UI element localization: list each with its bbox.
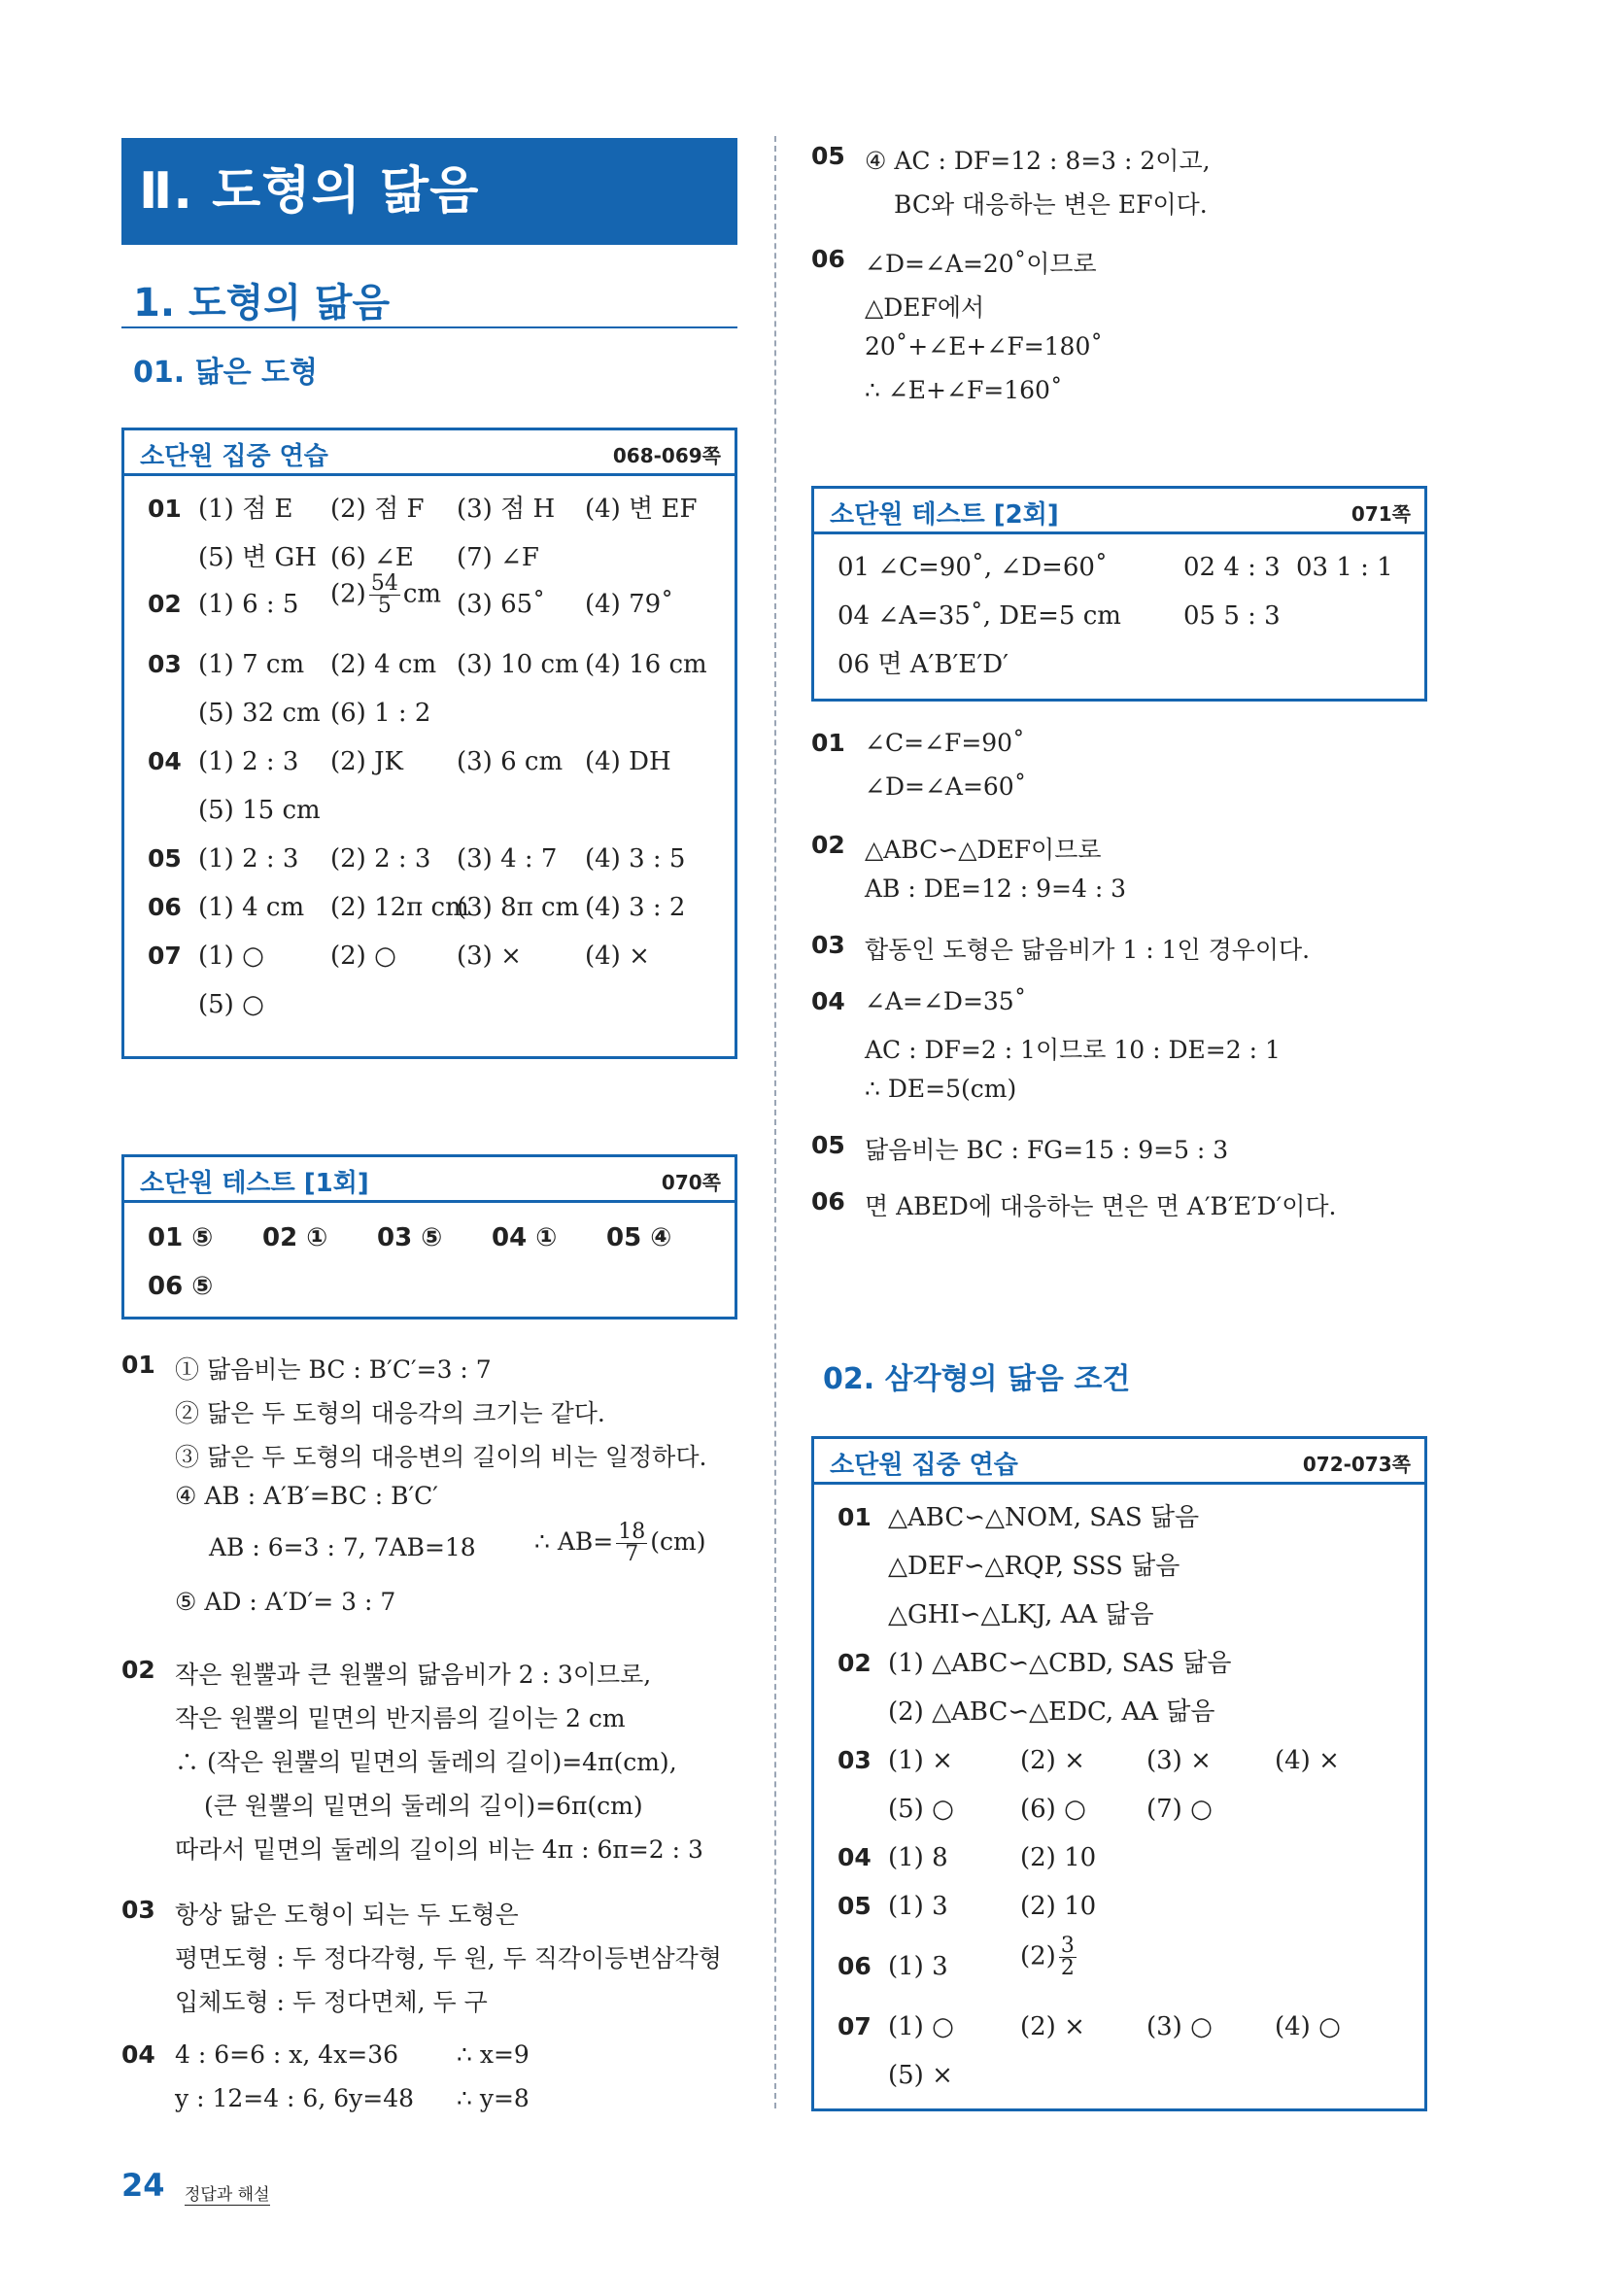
solution-number: 06	[811, 245, 845, 273]
solution-line: 20˚+∠E+∠F=180˚	[865, 332, 1103, 360]
solution-line: y : 12=4 : 6, 6y=48	[175, 2084, 415, 2112]
answer-item: 03 1 : 1	[1296, 553, 1393, 582]
answer-item: 06 ⑤	[148, 1272, 214, 1301]
answer-item: (1) 7 cm	[198, 650, 305, 679]
solution-number: 03	[811, 931, 845, 959]
solution-line: 입체도형 : 두 정다면체, 두 구	[175, 1988, 488, 2016]
answer-item: (6) ∠E	[330, 543, 414, 572]
solution-line: 작은 원뿔의 밑면의 반지름의 길이는 2 cm	[175, 1704, 626, 1732]
answer-row	[814, 1934, 1424, 1986]
solution-line: △DEF에서	[865, 293, 985, 322]
item-number: 07	[148, 942, 182, 970]
solution-line: ∠C=∠F=90˚	[865, 729, 1025, 757]
solution-number: 05	[811, 142, 845, 170]
box-page-ref: 072-073쪽	[1302, 1453, 1411, 1476]
fraction	[369, 573, 400, 617]
box-title: 소단원 테스트 [1회]	[140, 1169, 369, 1198]
answer-row	[814, 1498, 1424, 1537]
item-number: 03	[148, 650, 182, 678]
item-number: 05	[838, 1892, 872, 1920]
solution-line: ④ AC : DF=12 : 8=3 : 2이고,	[865, 147, 1211, 175]
answer-row	[814, 2056, 1424, 2095]
solution-number: 02	[121, 1656, 155, 1684]
solution-line: ∴ y=8	[457, 2084, 530, 2112]
answer-item: 05 ④	[606, 1223, 672, 1252]
answer-box-070	[121, 1154, 737, 1319]
solution-line: ∴ DE=5(cm)	[865, 1075, 1017, 1103]
solution-line: ① 닮음비는 BC : B′C′=3 : 7	[175, 1355, 492, 1384]
answer-item: 04 ∠A=35˚, DE=5 cm	[838, 601, 1121, 631]
solution-line: ④ AB : A′B′=BC : B′C′	[175, 1482, 438, 1510]
box-page-ref: 071쪽	[1351, 502, 1411, 526]
answer-item: 02 ①	[262, 1223, 328, 1252]
answer-item: (3) 4 : 7	[457, 844, 558, 874]
answer-item: (4) 3 : 2	[585, 893, 686, 922]
answer-row	[124, 1218, 735, 1257]
answer-item: (1) 2 : 3	[198, 844, 299, 874]
solution-number: 04	[121, 2040, 155, 2069]
fraction-numerator: 3	[1060, 1934, 1075, 1958]
fraction-denominator: 2	[1060, 1956, 1075, 1980]
answer-item: (2) 2 : 3	[330, 844, 431, 874]
answer-item: (4) ×	[1275, 1746, 1340, 1775]
solution-line: 평면도형 : 두 정다각형, 두 원, 두 직각이등변삼각형	[175, 1944, 722, 1972]
solution-line: 면 ABED에 대응하는 면은 면 A′B′E′D′이다.	[865, 1192, 1337, 1220]
answer-item: (1) 4 cm	[198, 893, 305, 922]
box-page-ref: 068-069쪽	[612, 444, 721, 467]
answer-row	[814, 1595, 1424, 1634]
item-number: 06	[148, 893, 182, 921]
solution-number: 01	[121, 1351, 155, 1379]
answer-item: (2) 점 F	[330, 495, 425, 524]
solution-line: AC : DF=2 : 1이므로 10 : DE=2 : 1	[865, 1036, 1281, 1064]
answer-item: (4) ×	[585, 942, 650, 971]
solution-line: ∴ ∠E+∠F=160˚	[865, 376, 1063, 404]
answer-item: (6) 1 : 2	[330, 699, 431, 728]
solution-line: 작은 원뿔과 큰 원뿔의 닮음비가 2 : 3이므로,	[175, 1661, 652, 1689]
answer-item: (2) ○	[330, 942, 396, 971]
answer-row	[124, 645, 735, 684]
item-number: 07	[838, 2012, 872, 2040]
answer-item: 01 ∠C=90˚, ∠D=60˚	[838, 553, 1108, 582]
answer-item: (7) ∠F	[457, 543, 539, 572]
answer-text: (2)	[1020, 1941, 1056, 1971]
solution-line: ∴ x=9	[457, 2040, 530, 2069]
item-number: 05	[148, 844, 182, 873]
answer-item: (4) 16 cm	[585, 650, 707, 679]
answer-item: 02 4 : 3	[1183, 553, 1281, 582]
fraction-numerator: 18	[618, 1520, 646, 1544]
answer-item: (5) ○	[888, 1795, 954, 1824]
page-number: 24	[121, 2167, 165, 2204]
answer-item: △DEF∽△RQP, SSS 닮음	[888, 1552, 1180, 1581]
answer-row	[814, 1547, 1424, 1586]
section-rule	[121, 326, 737, 328]
answer-item: (1) ○	[888, 2012, 954, 2041]
solution-line: (큰 원뿔의 밑면의 둘레의 길이)=6π(cm)	[204, 1792, 643, 1820]
unit: (cm)	[650, 1527, 706, 1556]
answer-item: (3) 10 cm	[457, 650, 579, 679]
item-number: 02	[148, 590, 182, 618]
solution-line: 닮음비는 BC : FG=15 : 9=5 : 3	[865, 1136, 1229, 1164]
answer-row	[814, 1887, 1424, 1926]
answer-row	[814, 1693, 1424, 1731]
answer-item: (1) ×	[888, 1746, 953, 1775]
answer-item	[330, 573, 441, 617]
solution-number: 06	[811, 1187, 845, 1216]
fraction	[616, 1522, 647, 1565]
answer-item: (5) ○	[198, 990, 264, 1019]
answer-item: △GHI∽△LKJ, AA 닮음	[888, 1600, 1154, 1629]
answer-item: (2) ×	[1020, 2012, 1085, 2041]
fraction-numerator: 54	[370, 571, 398, 596]
answer-item: 04 ①	[492, 1223, 558, 1252]
footer-label: 정답과 해설	[185, 2180, 270, 2206]
answer-item: (5) 32 cm	[198, 699, 321, 728]
answer-item: (2) 10	[1020, 1843, 1097, 1872]
answer-item: (5) ×	[888, 2061, 953, 2090]
answer-item: (2) 12π cm	[330, 893, 469, 922]
answer-row	[124, 937, 735, 976]
answer-row	[124, 888, 735, 927]
solution-number: 05	[811, 1131, 845, 1159]
answer-item: (3) ×	[1146, 1746, 1212, 1775]
box-header	[814, 489, 1424, 534]
column-divider	[774, 136, 776, 2108]
answer-item: (3) 8π cm	[457, 893, 580, 922]
answer-item: (3) ×	[457, 942, 522, 971]
answer-item: 05 5 : 3	[1183, 601, 1281, 631]
fraction-denominator: 7	[625, 1542, 639, 1566]
answer-item: (4) DH	[585, 747, 671, 776]
answer-row	[814, 645, 1424, 684]
answer-item	[1020, 1936, 1079, 1979]
solution-line: 항상 닮은 도형이 되는 두 도형은	[175, 1901, 519, 1929]
answer-item: (1) 점 E	[198, 495, 293, 524]
answer-item: (3) ○	[1146, 2012, 1213, 2041]
fraction	[1059, 1936, 1077, 1979]
answer-row	[814, 1838, 1424, 1877]
solution-number: 02	[811, 831, 845, 859]
solution-number: 04	[811, 987, 845, 1015]
answer-row	[124, 1267, 735, 1306]
solution-line: BC와 대응하는 변은 EF이다.	[894, 190, 1208, 219]
answer-box-072	[811, 1436, 1427, 2111]
subsection-title-02: 02. 삼각형의 닮음 조건	[823, 1362, 1131, 1396]
answer-row	[124, 791, 735, 830]
answer-item: 03 ⑤	[377, 1223, 443, 1252]
answer-item: (1) 6 : 5	[198, 590, 299, 619]
answer-item: (4) 변 EF	[585, 495, 698, 524]
box-title: 소단원 집중 연습	[830, 1451, 1018, 1480]
answer-row	[814, 548, 1424, 587]
answer-row	[814, 1790, 1424, 1829]
answer-item: 06 면 A′B′E′D′	[838, 650, 1009, 679]
box-title: 소단원 테스트 [2회]	[830, 500, 1059, 530]
solution-line	[534, 1522, 705, 1565]
solution-line: ∠A=∠D=35˚	[865, 987, 1027, 1015]
answer-item: (3) 65˚	[457, 590, 546, 619]
answer-row	[124, 840, 735, 878]
solution-number: 03	[121, 1896, 155, 1924]
answer-item: (2) 4 cm	[330, 650, 437, 679]
solution-line: ⑤ AD : A′D′= 3 : 7	[175, 1588, 396, 1616]
answer-item: (1) 3	[888, 1892, 948, 1921]
solution-text: ∴ AB=	[534, 1527, 614, 1556]
item-number: 01	[838, 1503, 872, 1531]
answer-item: (2) △ABC∽△EDC, AA 닮음	[888, 1697, 1215, 1727]
answer-box-071	[811, 486, 1427, 702]
answer-text: (2)	[330, 579, 366, 609]
solution-line: 합동인 도형은 닮음비가 1 : 1인 경우이다.	[865, 936, 1311, 964]
answer-row	[814, 1644, 1424, 1683]
answer-item: (1) ○	[198, 942, 264, 971]
fraction-denominator: 5	[377, 594, 392, 618]
answer-item: (1) 3	[888, 1952, 948, 1981]
item-number: 01	[148, 495, 182, 523]
section-title: 1. 도형의 닮음	[133, 281, 391, 326]
answer-row	[814, 2007, 1424, 2046]
solution-line: ∠D=∠A=20˚이므로	[865, 250, 1097, 278]
answer-row	[814, 597, 1424, 635]
box-header	[814, 1439, 1424, 1485]
answer-row	[124, 538, 735, 577]
box-title: 소단원 집중 연습	[140, 442, 328, 471]
answer-item: (6) ○	[1020, 1795, 1086, 1824]
item-number: 04	[838, 1843, 872, 1871]
answer-row	[124, 571, 735, 624]
answer-item: (3) 점 H	[457, 495, 556, 524]
answer-item: (5) 15 cm	[198, 796, 321, 825]
chapter-banner: Ⅱ. 도형의 닮음	[121, 138, 737, 245]
solution-line: △ABC∽△DEF이므로	[865, 836, 1102, 864]
item-number: 02	[838, 1649, 872, 1677]
unit: cm	[402, 579, 442, 609]
solution-line: ③ 닮은 두 도형의 대응변의 길이의 비는 일정하다.	[175, 1443, 707, 1471]
answer-row	[124, 985, 735, 1024]
solution-line: AB : DE=12 : 9=4 : 3	[865, 874, 1127, 903]
solution-number: 01	[811, 729, 845, 757]
answer-item: (2) ×	[1020, 1746, 1085, 1775]
item-number: 04	[148, 747, 182, 775]
answer-row	[124, 694, 735, 733]
solution-line: ∴ (작은 원뿔의 밑면의 둘레의 길이)=4π(cm),	[175, 1748, 677, 1776]
answer-item: (7) ○	[1146, 1795, 1213, 1824]
item-number: 06	[838, 1952, 872, 1980]
answer-item: △ABC∽△NOM, SAS 닮음	[888, 1503, 1200, 1532]
answer-item: (3) 6 cm	[457, 747, 564, 776]
answer-item: (2) JK	[330, 747, 403, 776]
solution-line: ② 닮은 두 도형의 대응각의 크기는 같다.	[175, 1399, 605, 1427]
solution-line: 따라서 밑면의 둘레의 길이의 비는 4π : 6π=2 : 3	[175, 1835, 703, 1864]
answer-item: (2) 10	[1020, 1892, 1097, 1921]
answer-item: (4) ○	[1275, 2012, 1341, 2041]
solution-line: ∠D=∠A=60˚	[865, 772, 1027, 801]
item-number: 03	[838, 1746, 872, 1774]
answer-item: (5) 변 GH	[198, 543, 317, 572]
solution-line: 4 : 6=6 : x, 4x=36	[175, 2040, 399, 2069]
answer-item: (4) 3 : 5	[585, 844, 686, 874]
answer-row	[814, 1741, 1424, 1780]
box-header	[124, 430, 735, 476]
subsection-title-01: 01. 닮은 도형	[133, 356, 318, 390]
answer-box-068	[121, 428, 737, 1059]
solution-line: AB : 6=3 : 7, 7AB=18	[209, 1533, 476, 1561]
box-page-ref: 070쪽	[661, 1171, 721, 1194]
answer-item: (1) △ABC∽△CBD, SAS 닮음	[888, 1649, 1232, 1678]
answer-item: (1) 2 : 3	[198, 747, 299, 776]
box-header	[124, 1157, 735, 1203]
answer-row	[124, 742, 735, 781]
answer-item: (4) 79˚	[585, 590, 674, 619]
answer-item: 01 ⑤	[148, 1223, 214, 1252]
answer-row	[124, 490, 735, 529]
answer-item: (1) 8	[888, 1843, 948, 1872]
